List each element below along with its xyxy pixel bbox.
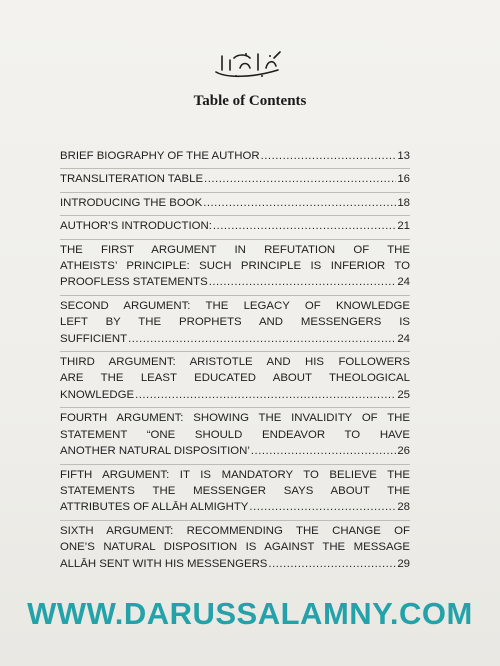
arabic-calligraphy-heading bbox=[212, 48, 286, 82]
toc-entry-row bbox=[60, 218, 410, 234]
toc-page-number: 18 bbox=[397, 196, 410, 209]
dot-leader bbox=[251, 443, 396, 459]
toc-list bbox=[60, 146, 410, 576]
toc-entry-row bbox=[60, 331, 410, 347]
toc-entry-row bbox=[60, 195, 410, 211]
toc-entry-title-line: SIXTH ARGUMENT: RECOMMENDING THE CHANGE OF bbox=[60, 524, 410, 537]
toc-entry bbox=[60, 193, 410, 216]
toc-entry-title-line: ONE’S NATURAL DISPOSITION IS AGAINST THE MESSAGE bbox=[60, 541, 410, 554]
toc-entry-row bbox=[60, 274, 410, 290]
dot-leader bbox=[213, 218, 396, 234]
toc-entry bbox=[60, 296, 410, 352]
website-watermark: WWW.DARUSSALAMNY.COM bbox=[27, 596, 473, 631]
dot-leader bbox=[261, 148, 397, 164]
toc-entry-title-line: THIRD ARGUMENT: ARISTOTLE AND HIS FOLLOWERS bbox=[60, 356, 410, 369]
toc-page-number: 26 bbox=[397, 445, 410, 458]
toc-entry-title: PROOFLESS STATEMENTS bbox=[60, 276, 208, 289]
toc-entry bbox=[60, 408, 410, 464]
toc-entry-title-line: FIFTH ARGUMENT: IT IS MANDATORY TO BELIEVE THE bbox=[60, 468, 410, 481]
toc-entry-title-line: STATEMENT “ONE SHOULD ENDEAVOR TO HAVE bbox=[60, 428, 410, 441]
dot-leader bbox=[203, 195, 396, 211]
dot-leader bbox=[204, 171, 396, 187]
page-title: Table of Contents bbox=[193, 93, 307, 109]
toc-entry-row bbox=[60, 148, 410, 164]
dot-leader bbox=[135, 387, 396, 403]
toc-entry bbox=[60, 352, 410, 408]
toc-entry-title-line: ARE THE LEAST EDUCATED ABOUT THEOLOGICAL bbox=[60, 372, 410, 385]
toc-entry bbox=[60, 465, 410, 521]
toc-entry-row bbox=[60, 443, 410, 459]
toc-page-number: 28 bbox=[397, 501, 410, 514]
dot-leader bbox=[209, 274, 397, 290]
toc-entry-title-line: THE FIRST ARGUMENT IN REFUTATION OF THE bbox=[60, 243, 410, 256]
toc-entry-title: ALLĀH SENT WITH HIS MESSENGERS bbox=[60, 557, 268, 570]
dot-leader bbox=[128, 331, 396, 347]
toc-entry-title: INTRODUCING THE BOOK bbox=[60, 196, 203, 209]
toc-entry-row bbox=[60, 387, 410, 403]
toc-entry bbox=[60, 146, 410, 169]
toc-page-number: 24 bbox=[397, 276, 410, 289]
toc-entry bbox=[60, 216, 410, 239]
toc-entry-title-line: FOURTH ARGUMENT: SHOWING THE INVALIDITY OF THE bbox=[60, 412, 410, 425]
toc-entry-title-line: LEFT BY THE PROPHETS AND MESSENGERS IS bbox=[60, 316, 410, 329]
toc-entry bbox=[60, 521, 410, 576]
toc-entry-title-line: STATEMENTS THE MESSENGER SAYS ABOUT THE bbox=[60, 484, 410, 497]
toc-entry-title-line: SECOND ARGUMENT: THE LEGACY OF KNOWLEDGE bbox=[60, 299, 410, 312]
dot-leader bbox=[268, 556, 396, 572]
toc-entry-row bbox=[60, 556, 410, 572]
toc-entry-row bbox=[60, 499, 410, 515]
dot-leader bbox=[249, 499, 396, 515]
toc-page-number: 16 bbox=[397, 173, 410, 186]
toc-entry-row bbox=[60, 171, 410, 187]
toc-entry-title-line: ATHEISTS’ PRINCIPLE: SUCH PRINCIPLE IS INFERIOR TO bbox=[60, 260, 410, 273]
toc-entry-title: AUTHOR’S INTRODUCTION: bbox=[60, 220, 212, 233]
toc-entry-title: SUFFICIENT bbox=[60, 332, 128, 345]
toc-page-number: 13 bbox=[397, 150, 410, 162]
toc-page-number: 21 bbox=[397, 220, 410, 233]
toc-entry-title: BRIEF BIOGRAPHY OF THE AUTHOR bbox=[60, 150, 260, 162]
toc-page-number: 25 bbox=[397, 388, 410, 401]
toc-entry-title: ANOTHER NATURAL DISPOSITION’ bbox=[60, 445, 250, 458]
toc-page-number: 29 bbox=[397, 557, 410, 570]
toc-entry bbox=[60, 240, 410, 296]
toc-entry-title: KNOWLEDGE bbox=[60, 388, 135, 401]
toc-entry bbox=[60, 169, 410, 192]
toc-entry-title: TRANSLITERATION TABLE bbox=[60, 173, 204, 186]
toc-entry-title: ATTRIBUTES OF ALLĀH ALMIGHTY bbox=[60, 501, 249, 514]
toc-page-number: 24 bbox=[397, 332, 410, 345]
